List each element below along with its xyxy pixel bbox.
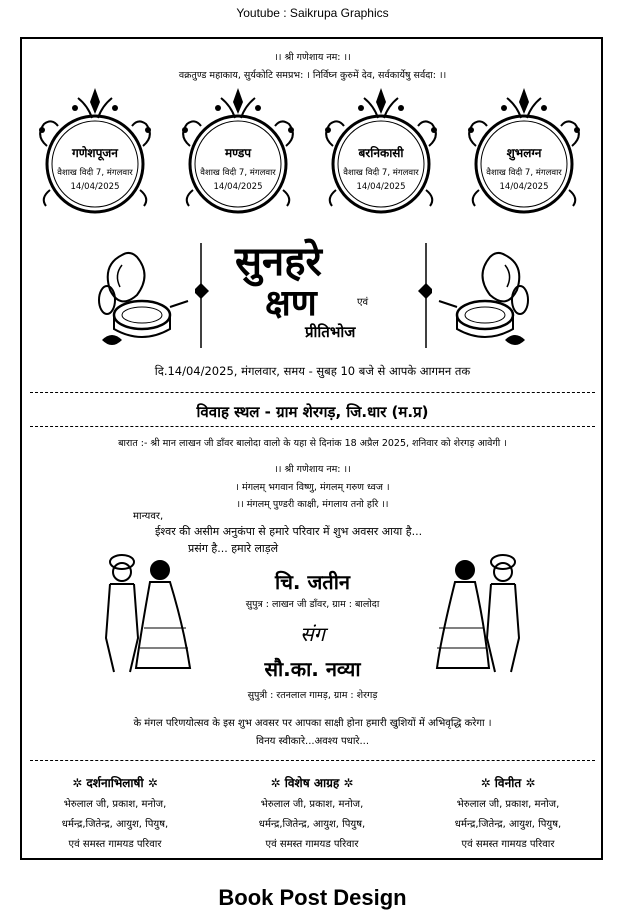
mangalam-line-1: । मंगलम् भगवान विष्णु, मंगलम् गरुण ध्वज । — [235, 482, 390, 493]
column-heading: ✲ विशेष आग्रह ✲ — [270, 776, 354, 790]
event-subtitle: प्रीतिभोज — [305, 323, 356, 341]
greeting: मान्यवर, — [133, 511, 164, 522]
column-heading: ✲ विनीत ✲ — [480, 776, 536, 790]
footer-caption: Book Post Design — [218, 885, 407, 910]
invocation-2: ।। श्री गणेशाय नम: ।। — [274, 464, 351, 475]
medallion-title: बरनिकासी — [358, 146, 404, 160]
medallion-date: 14/04/2025 — [499, 182, 549, 192]
column-line: धर्मन्द्र,जितेन्द्र, आयुश, पियुष, — [61, 819, 169, 830]
divider-dashed — [30, 426, 595, 427]
column-line: एवं समस्त गामयड परिवार — [265, 839, 359, 850]
column-heading: ✲ दर्शनाभिलाषी ✲ — [72, 776, 158, 790]
divider-dashed — [30, 392, 595, 393]
invocation: ।। श्री गणेशाय नम: ।। — [274, 52, 351, 63]
event-title-block — [225, 232, 385, 352]
schedule-line: दि.14/04/2025, मंगलवार, समय - सुबह 10 बजे से आपके आगमन तक — [154, 364, 471, 378]
column-line: धर्मन्द्र,जितेन्द्र, आयुश, पियुष, — [454, 819, 562, 830]
event-title-conj: एवं — [357, 297, 369, 308]
medallion-title: गणेशपूजन — [72, 146, 118, 160]
column-line: एवं समस्त गामयड परिवार — [68, 839, 162, 850]
prasang-line: प्रसंग है... हमारे लाड़ले — [188, 542, 279, 555]
column-vineet — [418, 774, 598, 855]
column-line: भेरुलाल जी, प्रकाश, मनोज, — [260, 799, 364, 810]
column-line: धर्मन्द्र,जितेन्द्र, आयुश, पियुष, — [258, 819, 366, 830]
dhol-paisley-right-icon — [435, 245, 535, 350]
baraat-line: बारात :- श्री मान लाखन जी डाँवर बालोदा वालो के यहा से दिनांक 18 अप्रैल 2025, शनिवार को शेरगड़ आवेगी । — [118, 438, 507, 449]
medallion-day: वैशाख विदी 7, मंगलवार — [57, 168, 133, 178]
venue: विवाह स्थल - ग्राम शेरगड़, जि.धार (म.प्र) — [196, 403, 429, 421]
event-title-line2: क्षण — [265, 282, 317, 324]
medallion-date: 14/04/2025 — [70, 182, 120, 192]
medallion-mandap — [173, 86, 303, 214]
medallion-baraat — [316, 86, 446, 214]
vinay-line: विनय स्वीकारे...अवश्य पधारे... — [255, 736, 370, 747]
medallion-day: वैशाख विदी 7, मंगलवार — [343, 168, 419, 178]
event-title-line1: सुनहरे — [235, 238, 322, 285]
medallion-day: वैशाख विदी 7, मंगलवार — [200, 168, 276, 178]
column-darshanabhilashi — [25, 774, 205, 855]
mangalam-line-2: ।। मंगलम् पुण्डरी काक्षी, मंगलाय तनो हरि ।। — [236, 499, 389, 510]
bride-parent: सुपुत्री : रतनलाल गामड़, ग्राम : शेरगड़ — [247, 690, 378, 701]
medallion-shubh-lagn — [459, 86, 589, 214]
divider-right-icon — [412, 243, 432, 348]
medallion-day: वैशाख विदी 7, मंगलवार — [486, 168, 562, 178]
weds-symbol: संग — [300, 622, 325, 646]
medallion-ganesh-pujan — [30, 86, 160, 214]
medallion-title: शुभलग्न — [506, 146, 542, 160]
groom-parent: सुपुत्र : लाखन जी डाँवर, ग्राम : बालोदा — [245, 599, 380, 610]
groom-name: चि. जतीन — [275, 570, 350, 594]
column-line: भेरुलाल जी, प्रकाश, मनोज, — [456, 799, 560, 810]
medallion-title: मण्डप — [224, 146, 252, 160]
intro-line: ईश्वर की असीम अनुकंपा से हमारे परिवार में शुभ अवसर आया है... — [155, 525, 423, 538]
divider-left-icon — [195, 243, 215, 348]
request-line: के मंगल परिणयोत्सव के इस शुभ अवसर पर आपका साक्षी होना हमारी खुशियों में अभिवृद्धि करेगा । — [133, 718, 492, 729]
top-credit: Youtube : Saikrupa Graphics — [236, 6, 389, 20]
bride-name: सौ.का. नव्या — [264, 657, 361, 681]
medallion-date: 14/04/2025 — [356, 182, 406, 192]
shloka: वक्रतुण्ड महाकाय, सुर्यकोटि समप्रभ: । निर्विघ्न कुरुमें देव, सर्वकार्येषु सर्वदा: ।। — [178, 70, 447, 81]
dhol-paisley-left-icon — [92, 245, 192, 350]
column-vishesh-aagrah — [222, 774, 402, 855]
medallion-date: 14/04/2025 — [213, 182, 263, 192]
column-line: भेरुलाल जी, प्रकाश, मनोज, — [63, 799, 167, 810]
divider-dashed — [30, 760, 595, 761]
column-line: एवं समस्त गामयड परिवार — [461, 839, 555, 850]
